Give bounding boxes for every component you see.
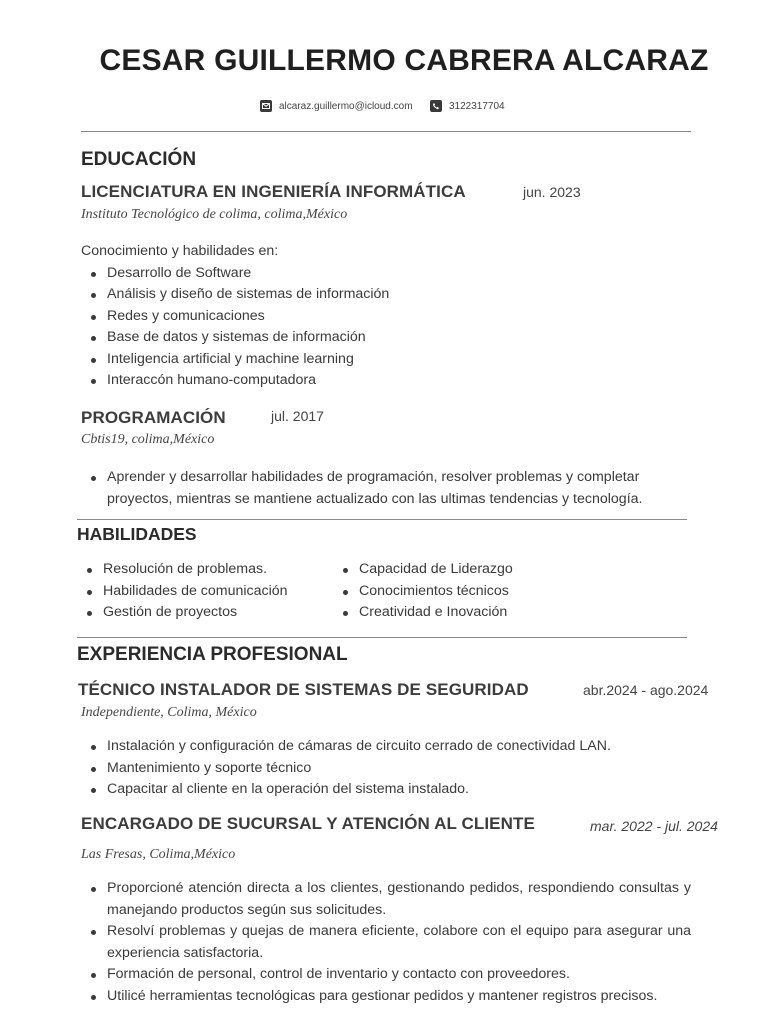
header-divider bbox=[81, 131, 691, 132]
email-contact[interactable] bbox=[260, 100, 413, 112]
skills-intro: Conocimiento y habilidades en: bbox=[81, 243, 279, 259]
job-title: ENCARGADO DE SUCURSAL Y ATENCIÓN AL CLIENTE bbox=[81, 814, 535, 833]
list-item: Desarrollo de Software bbox=[81, 263, 691, 285]
list-item: Creatividad e Inovación bbox=[333, 602, 583, 624]
list-item: Proporcioné atención directa a los clientes, gestionando pedidos, respondiendo consultas y manejando productos según sus solicitudes. bbox=[81, 878, 691, 921]
skills-column-left bbox=[77, 559, 327, 624]
skills-column-right bbox=[333, 559, 583, 624]
phone-text: 3122317704 bbox=[449, 100, 505, 112]
mail-icon bbox=[260, 100, 272, 112]
list-item: Habilidades de comunicación bbox=[77, 581, 327, 603]
list-item: Utilicé herramientas tecnológicas para gestionar pedidos y mantener registros precisos. bbox=[81, 986, 691, 1008]
job-date: mar. 2022 - jul. 2024 bbox=[590, 818, 718, 834]
degree-details bbox=[81, 241, 691, 392]
experience-divider bbox=[77, 637, 687, 638]
list-item: Capacidad de Liderazgo bbox=[333, 559, 583, 581]
list-item: Inteligencia artificial y machine learning bbox=[81, 349, 691, 371]
job-details bbox=[81, 736, 691, 801]
phone-contact[interactable] bbox=[430, 100, 505, 112]
email-text: alcaraz.guillermo@icloud.com bbox=[279, 100, 413, 112]
programming-date: jul. 2017 bbox=[271, 408, 324, 424]
job-place: Independiente, Colima, México bbox=[81, 705, 257, 720]
programming-title: PROGRAMACIÓN bbox=[81, 408, 226, 427]
degree-date: jun. 2023 bbox=[523, 184, 581, 200]
education-title: EDUCACIÓN bbox=[81, 149, 197, 170]
list-item: Análisis y diseño de sistemas de información bbox=[81, 284, 691, 306]
list-item: Resolví problemas y quejas de manera eficiente, colabore con el equipo para asegurar una experiencia satisfactoria. bbox=[81, 921, 691, 964]
list-item: Gestión de proyectos bbox=[77, 602, 327, 624]
list-item: Resolución de problemas. bbox=[77, 559, 327, 581]
experience-title: EXPERIENCIA PROFESIONAL bbox=[77, 644, 348, 665]
job-details bbox=[81, 878, 691, 1007]
job-date: abr.2024 - ago.2024 bbox=[583, 682, 709, 698]
job-title: TÉCNICO INSTALADOR DE SISTEMAS DE SEGURIDAD bbox=[78, 680, 529, 699]
list-item: Mantenimiento y soporte técnico bbox=[81, 758, 691, 780]
candidate-name: CESAR GUILLERMO CABRERA ALCARAZ bbox=[99, 44, 709, 77]
degree-institution: Instituto Tecnológico de colima, colima,México bbox=[81, 207, 348, 222]
skills-title: HABILIDADES bbox=[77, 524, 197, 544]
list-item: Base de datos y sistemas de información bbox=[81, 327, 691, 349]
job-place: Las Fresas, Colima,México bbox=[81, 847, 236, 862]
list-item: Redes y comunicaciones bbox=[81, 306, 691, 328]
programming-details bbox=[81, 467, 681, 510]
degree-skill-list bbox=[81, 263, 691, 392]
list-item: Aprender y desarrollar habilidades de programación, resolver problemas y completar proyectos, mientras se mantiene actualizado con las ultimas tendencias y tecnología. bbox=[81, 467, 681, 510]
programming-institution: Cbtis19, colima,México bbox=[81, 432, 215, 447]
list-item: Capacitar al cliente en la operación del sistema instalado. bbox=[81, 779, 691, 801]
list-item: Formación de personal, control de inventario y contacto con proveedores. bbox=[81, 964, 691, 986]
phone-icon bbox=[430, 100, 442, 112]
list-item: Interaccón humano-computadora bbox=[81, 370, 691, 392]
list-item: Instalación y configuración de cámaras de circuito cerrado de conectividad LAN. bbox=[81, 736, 691, 758]
degree-title: LICENCIATURA EN INGENIERÍA INFORMÁTICA bbox=[81, 182, 466, 201]
list-item: Conocimientos técnicos bbox=[333, 581, 583, 603]
skills-divider bbox=[77, 519, 687, 520]
programming-list bbox=[81, 467, 681, 510]
